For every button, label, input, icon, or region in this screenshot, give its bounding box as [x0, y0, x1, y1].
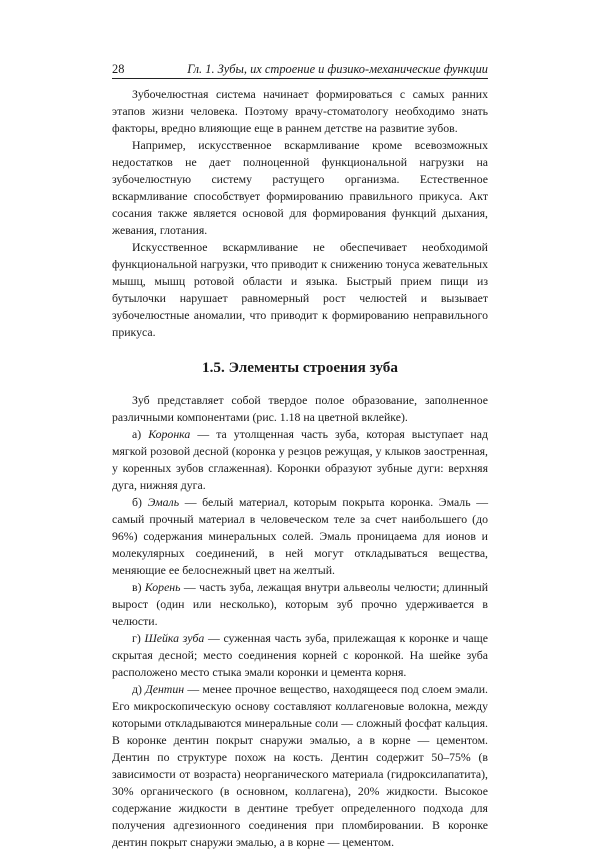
item-text: — белый материал, которым покрыта коронка. Эмаль — самый прочный материал в человеческом теле за счет наибольшего (до 96%) содержания минеральных солей. Эмаль проницаема для ионов и молекулярных соединений, в ней могут откладываться вещества, меняющие ее белоснежный цвет на желтый. [112, 495, 488, 577]
item-prefix: а) [132, 427, 149, 441]
item-prefix: б) [132, 495, 148, 509]
item-prefix: в) [132, 580, 145, 594]
section-heading: 1.5. Элементы строения зуба [202, 359, 398, 376]
item-term: Дентин [145, 682, 185, 696]
item-text: — часть зуба, лежащая внутри альвеолы челюсти; длинный вырост (один или несколько), которым зуб прочно удерживается в челюсти. [112, 580, 489, 628]
list-item [112, 426, 488, 494]
page-body [112, 86, 488, 851]
list-item [112, 630, 488, 681]
item-text: — менее прочное вещество, находящееся под слоем эмали. Его микроскопическую основу составляют коллагеновые волокна, между которыми откладываются минеральные соли — сложный фосфат кальция. В коронке дентин покрыт снаружи эмалью, а в корне — цементом. Дентин по структуре похож на кость. Дентин содержит 50–75% (в зависимости от возраста) неорганического материала (гидроксилапатита), 30% органического (в основном, коллагена), 20% жидкости. Высокое содержание жидкости в дентине требует определенного подхода для получения адгезионного соединения при пломбировании. В коронке дентин покрыт снаружи эмалью, а в корне — цементом. [112, 682, 488, 849]
page-header [112, 60, 488, 78]
item-term: Коронка [148, 427, 191, 441]
list-item [112, 494, 488, 579]
item-text: — суженная часть зуба, прилежащая к коронке и чаще скрытая десной; место соединения корней с коронкой. На шейке зуба расположено место стыка эмали коронки и цемента корня. [112, 631, 488, 679]
page-number: 28 [112, 62, 125, 76]
paragraph: Зубочелюстная система начинает формироваться с самых ранних этапов жизни человека. Поэтому врачу-стоматологу необходимо знать факторы, вредно влияющие еще в раннем детстве на развитие зубов. [112, 87, 488, 135]
running-title: Гл. 1. Зубы, их строение и физико-механические функции [187, 62, 488, 76]
item-term: Корень [144, 580, 181, 594]
item-text: — та утолщенная часть зуба, которая выступает над мягкой розовой десной (коронка у резцов режущая, у клыков заостренная, у коренных зубов сглаженная). Коронки образуют зубные дуги: верхняя дуга, нижняя дуга. [112, 427, 488, 492]
item-term: Шейка зуба [144, 631, 205, 645]
header-rule [112, 78, 488, 79]
item-prefix: г) [132, 631, 145, 645]
item-prefix: д) [132, 682, 146, 696]
paragraph: Искусственное вскармливание не обеспечивает необходимой функциональной нагрузки, что приводит к снижению тонуса жевательных мышц, мышц ротовой области и языка. Быстрый прием пищи из бутылочки нарушает равномерный рост челюстей и вызывает зубочелюстные аномалии, что приводит к формированию неправильного прикуса. [112, 240, 488, 339]
list-item [112, 579, 488, 630]
paragraph: Например, искусственное вскармливание кроме всевозможных недостатков не дает полноценной функциональной нагрузки на зубочелюстную систему растущего организма. Естественное вскармливание способствует формированию правильного прикуса. Акт сосания также является основой для формирования функций дыхания, жевания, глотания. [112, 138, 488, 237]
section-intro: Зуб представляет собой твердое полое образование, заполненное различными компонентами (рис. 1.18 на цветной вклейке). [112, 393, 488, 424]
item-term: Эмаль [147, 495, 180, 509]
list-item [112, 681, 488, 851]
